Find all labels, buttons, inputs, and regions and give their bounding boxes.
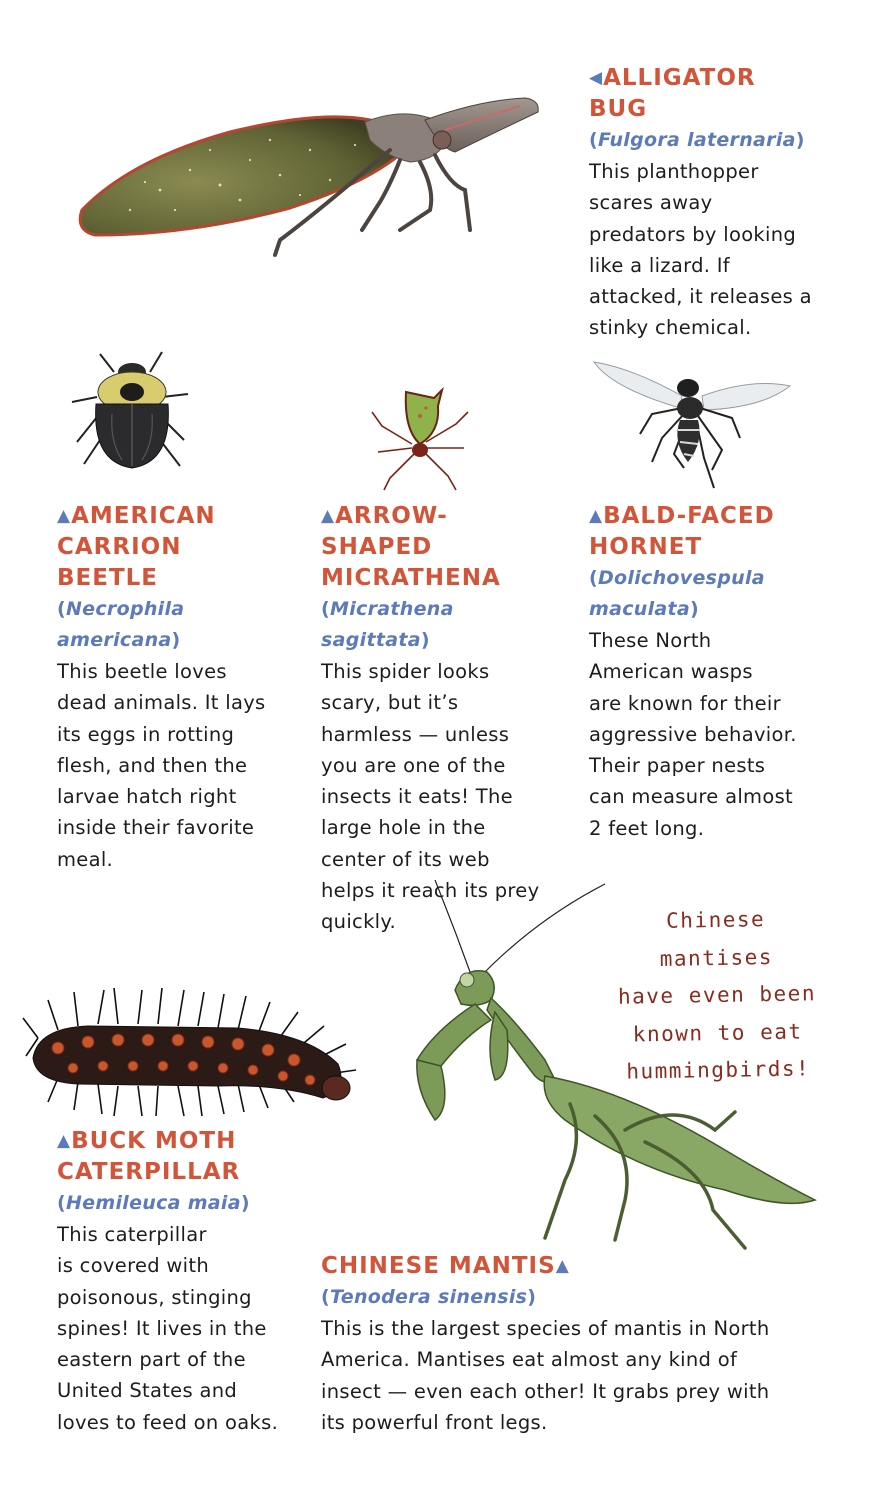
arrow-shaped-micrathena-entry xyxy=(321,501,571,938)
bald-faced-hornet-illustration xyxy=(592,358,792,498)
buck-moth-caterpillar-illustration xyxy=(18,978,363,1123)
arrow-shaped-micrathena-title: ▲ARROW- xyxy=(321,501,571,532)
alligator-bug-title: ◀ALLIGATOR xyxy=(589,63,859,94)
arrow-shaped-micrathena-latin-name-line-2: sagittata) xyxy=(321,629,430,651)
american-carrion-beetle-illustration xyxy=(62,342,202,477)
american-carrion-beetle-title-line-2: CARRION xyxy=(57,534,182,560)
arrow-shaped-micrathena-title-line-2: SHAPED xyxy=(321,534,433,560)
arrow-left-icon: ◀ xyxy=(589,68,604,88)
arrow-shaped-micrathena-title-line-3: MICRATHENA xyxy=(321,565,501,591)
buck-moth-caterpillar-entry xyxy=(57,1126,317,1438)
american-carrion-beetle-latin-name: (Necrophila xyxy=(57,598,185,620)
chinese-mantis-latin-name: (Tenodera sinensis) xyxy=(321,1286,537,1308)
american-carrion-beetle-entry xyxy=(57,501,307,875)
buck-moth-caterpillar-title-line-2: CATERPILLAR xyxy=(57,1159,241,1185)
american-carrion-beetle-latin-name-line-2: americana) xyxy=(57,629,181,651)
arrow-shaped-micrathena-illustration xyxy=(360,382,480,494)
arrow-up-icon: ▲ xyxy=(57,506,72,526)
chinese-mantis-entry xyxy=(321,1251,841,1438)
arrow-up-icon: ▲ xyxy=(589,506,604,526)
american-carrion-beetle-description: This beetle loves dead animals. It lays its eggs in rotting flesh, and then the larvae hatch right inside their favorite meal. xyxy=(57,660,266,871)
alligator-bug-latin-name: (Fulgora laternaria) xyxy=(589,129,805,151)
handwritten-mantis-note: Chinese mantises have even been known to eat hummingbirds! xyxy=(617,907,817,1084)
alligator-bug-illustration xyxy=(70,90,550,265)
alligator-bug-entry xyxy=(589,63,859,344)
american-carrion-beetle-title-line-3: BEETLE xyxy=(57,565,159,591)
bald-faced-hornet-latin-name-line-2: maculata) xyxy=(589,598,700,620)
arrow-shaped-micrathena-latin-name: (Micrathena xyxy=(321,598,454,620)
arrow-up-icon: ▲ xyxy=(555,1256,570,1276)
arrow-up-icon: ▲ xyxy=(57,1131,72,1151)
buck-moth-caterpillar-title: ▲BUCK MOTH xyxy=(57,1126,317,1157)
alligator-bug-title-line-2: BUG xyxy=(589,96,648,122)
arrow-shaped-micrathena-description: This spider looks scary, but it’s harmless — unless you are one of the insects it eats! The large hole in the center of its web helps it reach its prey quickly. xyxy=(321,660,540,934)
buck-moth-caterpillar-description: This caterpillar is covered with poisonous, stinging spines! It lives in the eastern part of the United States and loves to feed on oaks. xyxy=(57,1223,279,1434)
alligator-bug-description: This planthopper scares away predators by looking like a lizard. If attacked, it releases a stinky chemical. xyxy=(589,160,812,340)
bald-faced-hornet-title: ▲BALD-FACED xyxy=(589,501,859,532)
american-carrion-beetle-title: ▲AMERICAN xyxy=(57,501,307,532)
bald-faced-hornet-latin-name: (Dolichovespula xyxy=(589,567,765,589)
bald-faced-hornet-description: These North American wasps are known for their aggressive behavior. Their paper nests can measure almost 2 feet long. xyxy=(589,629,797,840)
bald-faced-hornet-title-line-2: HORNET xyxy=(589,534,703,560)
buck-moth-caterpillar-latin-name: (Hemileuca maia) xyxy=(57,1192,250,1214)
arrow-up-icon: ▲ xyxy=(321,506,336,526)
bald-faced-hornet-entry xyxy=(589,501,859,844)
chinese-mantis-description: This is the largest species of mantis in North America. Mantises eat almost any kind of insect — even each other! It grabs prey with its powerful front legs. xyxy=(321,1317,770,1434)
chinese-mantis-title: CHINESE MANTIS▲ xyxy=(321,1251,841,1282)
